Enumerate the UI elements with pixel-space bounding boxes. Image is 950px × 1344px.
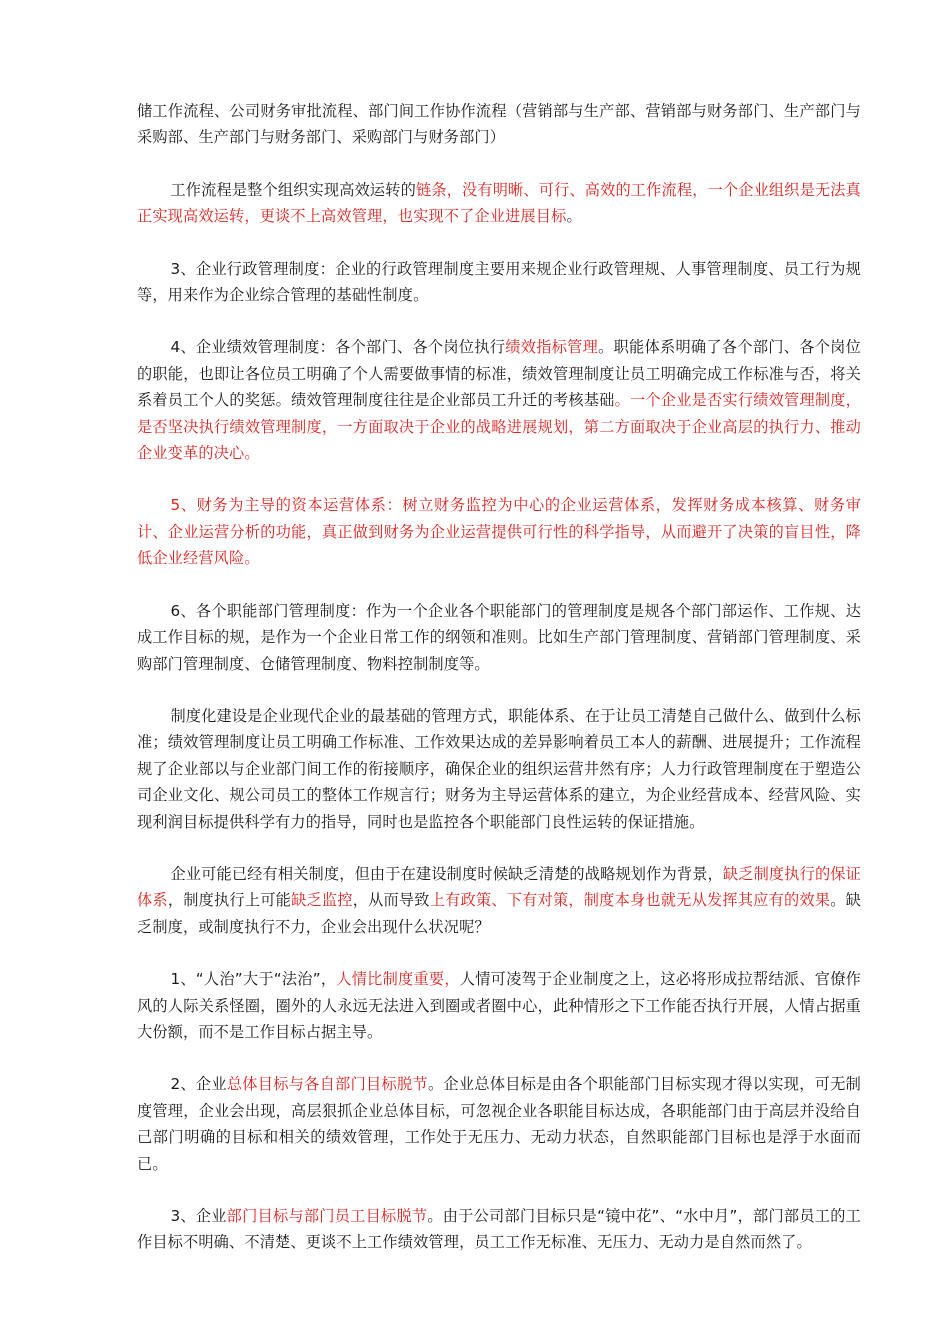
highlighted-text: 。一个企业是否实行绩效管理制度，是否坚决执行绩效管理制度，一方面取决于企业的战略进展规划，第二方面取决于企业高层的执行力、推动企业变革的决心。 — [137, 391, 861, 463]
highlighted-text: 5、财务为主导的资本运营体系：树立财务监控为中心的企业运营体系，发挥财务成本核算、财务审计、企业运营分析的功能，真正做到财务为企业运营提供可行性的科学指导，从而避开了决策的盲目性，降低企业经营风险。 — [137, 496, 861, 568]
paragraph-11 — [137, 1203, 861, 1256]
paragraph-7 — [137, 703, 861, 835]
highlighted-text: 人情比制度重要， — [336, 970, 460, 989]
body-text: 企业可能已经有相关制度，但由于在建设制度时候缺乏清楚的战略规划作为背景， — [170, 864, 723, 883]
body-text: 储工作流程、公司财务审批流程、部门间工作协作流程（营销部与生产部、营销部与财务部门、生产部门与采购部、生产部门与财务部门、采购部门与财务部门） — [137, 102, 861, 147]
paragraph-9 — [137, 966, 861, 1045]
highlighted-text: 链条，没有明晰、可行、高效的工作流程，一个企业组织是无法真正实现高效运转，更谈不上高效管理，也实现不了企业进展目标 — [137, 180, 861, 226]
highlighted-text: 部门目标与部门员工目标脱节 — [226, 1207, 428, 1225]
highlighted-text: 缺乏监控 — [291, 891, 353, 910]
body-text: 工作流程是整个组织实现高效运转的 — [170, 180, 416, 199]
body-text: 。 — [566, 207, 582, 226]
body-text: 4、企业绩效管理制度：各个部门、各个岗位执行 — [170, 338, 506, 357]
highlighted-text: 上有政策、下有对策，制度本身也就无从发挥其应有的效果 — [429, 891, 831, 910]
body-text: 6、各个职能部门管理制度：作为一个企业各个职能部门的管理制度是规各个部门部运作、工作规、达成工作目标的规，是作为一个企业日常工作的纲领和准则。比如生产部门管理制度、营销部门管理制度、采购部门管理制度、仓储管理制度、物料控制制度等。 — [137, 601, 861, 673]
body-text: 3、企业 — [170, 1207, 227, 1225]
paragraph-8 — [137, 861, 861, 940]
body-text: 3、企业行政管理制度：企业的行政管理制度主要用来规企业行政管理规、人事管理制度、员工行为规等，用来作为企业综合管理的基础性制度。 — [137, 259, 861, 305]
body-text: 。由于公司部门目标只是“镜中花”、“水中月”，部门部员工的工作目标不明确、不清楚、更谈不上工作绩效管理，员工工作无标准、无压力、无动力是自然而然了。 — [137, 1207, 861, 1252]
paragraph-5 — [137, 492, 861, 571]
paragraph-10 — [137, 1071, 861, 1177]
body-text: 人情可凌驾于企业制度之上，这必将形成拉帮结派、官僚作风的人际关系怪圈，圈外的人永远无法进入到圈或者圈中心，此种情形之下工作能否执行开展，人情占据重大份额，而不是工作目标占据主导。 — [137, 970, 861, 1041]
highlighted-text: 缺乏制度执行的保证体系 — [137, 864, 861, 910]
body-text: 。企业总体目标是由各个职能部门目标实现才得以实现，可无制度管理，企业会出现，高层狠抓企业总体目标，可忽视企业各职能目标达成，各职能部门由于高层并没给自己部门明确的目标和相关的绩效管理，工作处于无压力、无动力状态，自然职能部门目标也是浮于水面而已。 — [137, 1075, 862, 1173]
highlighted-text: 总体目标与各自部门目标脱节 — [226, 1075, 428, 1094]
body-text: 。缺乏制度，或制度执行不力，企业会出现什么状况呢？ — [137, 891, 861, 936]
body-text: ，制度执行上可能 — [167, 891, 292, 910]
body-text: ，从而导致 — [352, 891, 430, 910]
body-text: 1、“人治”大于“法治”， — [170, 970, 337, 989]
paragraph-1 — [137, 98, 861, 151]
body-text: 2、企业 — [170, 1075, 227, 1094]
paragraph-3 — [137, 256, 861, 309]
body-text: 。职能体系明确了各个部门、各个岗位的职能，也即让各位员工明确了个人需要做事情的标准，绩效管理制度让员工明确完成工作标准与否，将关系着员工个人的奖惩。绩效管理制度往往是企业部员工升迁的考核基础 — [137, 338, 861, 410]
paragraph-6 — [137, 598, 861, 677]
body-text: 制度化建设是企业现代企业的最基础的管理方式，职能体系、在于让员工清楚自己做什么、做到什么标准；绩效管理制度让员工明确工作标准、工作效果达成的差异影响着员工本人的薪酬、进展提升；工作流程规了企业部以与企业部门间工作的衔接顺序，确保企业的组织运营井然有序；人力行政管理制度在于塑造公司企业文化、规公司员工的整体工作规言行；财务为主导运营体系的建立，为企业经营成本、经营风险、实现利润目标提供科学有力的指导，同时也是监控各个职能部门良性运转的保证措施。 — [137, 706, 861, 831]
paragraph-4 — [137, 334, 861, 466]
document-body — [137, 98, 861, 1282]
highlighted-text: 绩效指标管理 — [505, 338, 599, 357]
paragraph-2 — [137, 177, 861, 230]
